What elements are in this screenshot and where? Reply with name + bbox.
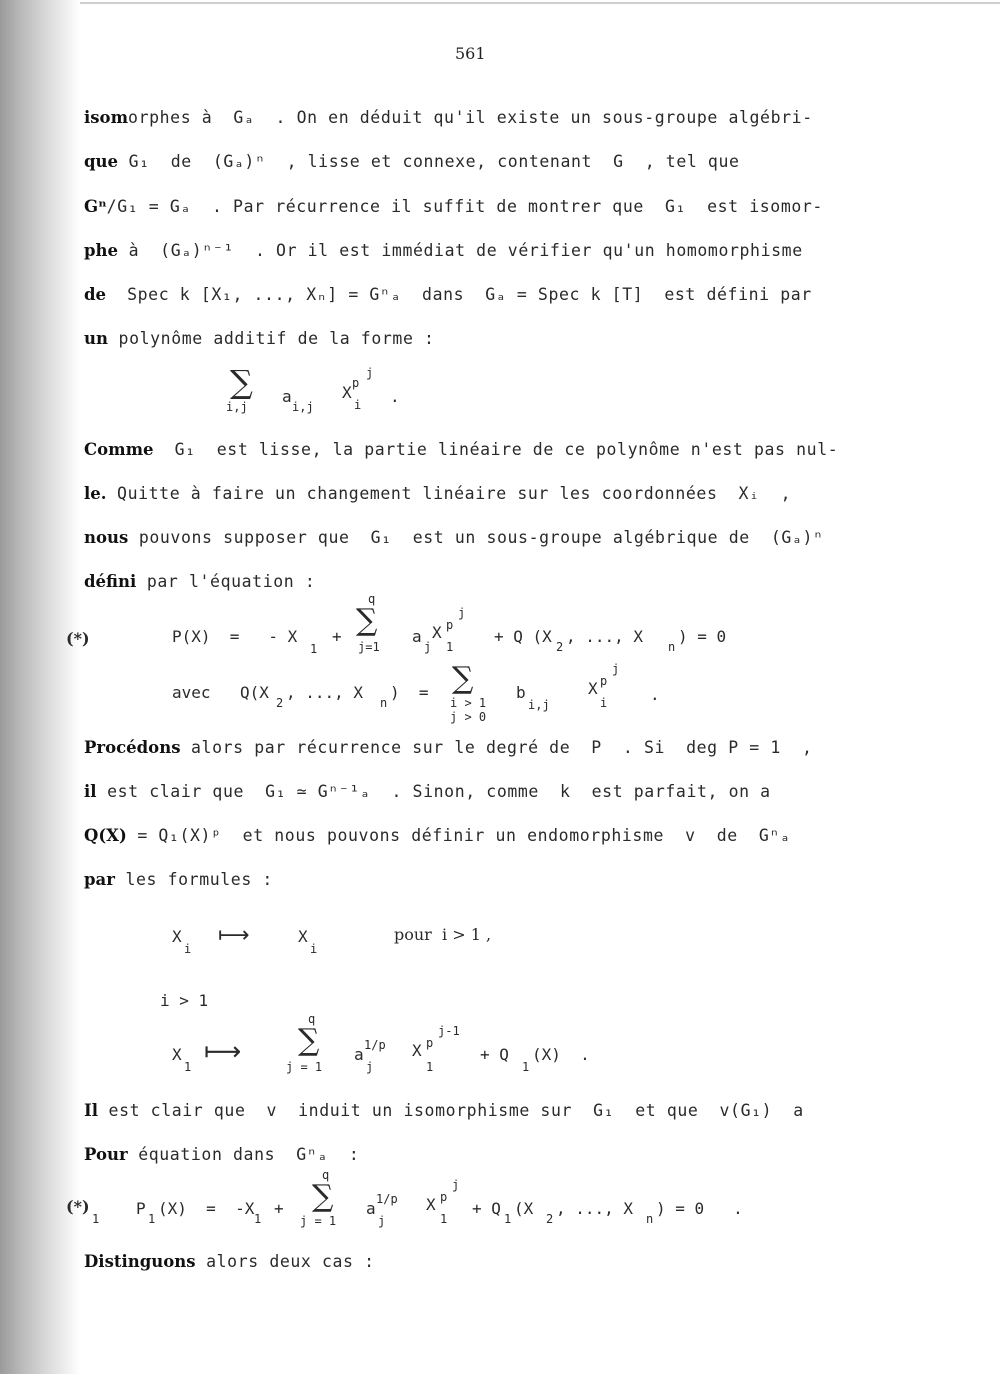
sum-top: q [368, 592, 376, 606]
equation-label: (*) [66, 1197, 90, 1216]
eq-lhs: P(X) = - X [172, 627, 298, 646]
text-line [84, 826, 790, 846]
sigma-symbol: ∑ [452, 661, 474, 696]
text-line [84, 152, 740, 172]
map-sub: 1 [184, 1060, 192, 1074]
text-line [84, 108, 813, 128]
map-sub: i [184, 942, 192, 956]
line-body: Quitte à faire un changement linéaire sur les coordonnées Xᵢ , [106, 484, 792, 503]
var-x: X [426, 1195, 436, 1214]
coef-sub: i,j [292, 400, 314, 414]
line-lead: nous [84, 528, 129, 547]
exp-j: j-1 [438, 1024, 460, 1038]
line-lead: phe [84, 241, 119, 260]
equation-label-sub: 1 [92, 1212, 100, 1226]
page-edge [80, 2, 1000, 4]
equation-label: (*) [66, 629, 90, 648]
sigma-symbol: ∑ [312, 1179, 334, 1214]
var-sub: 1 [426, 1060, 434, 1074]
binding-shadow [0, 0, 80, 1374]
line-body: les formules : [114, 870, 273, 889]
text-line [84, 572, 315, 592]
map-lhs: X [172, 927, 182, 946]
sum-bottom: j = 1 [286, 1060, 323, 1074]
coef-sub: j [378, 1214, 386, 1228]
exp-j: j [366, 366, 374, 380]
text-line [84, 241, 803, 261]
eq-rest: + Q (X [494, 627, 552, 646]
exp-j: j [452, 1178, 460, 1192]
text-line [84, 197, 823, 217]
var-x: X [342, 383, 352, 402]
page-number: 561 [455, 44, 486, 63]
eq-sub: 1 [310, 642, 318, 656]
line-lead: Q(X) [84, 826, 127, 845]
line-lead: Procédons [84, 738, 181, 757]
text-line [84, 1145, 359, 1165]
avec-lhs: , ..., X [286, 683, 364, 702]
sum-bottom: j = 1 [300, 1214, 337, 1228]
line-body: alors deux cas : [195, 1252, 375, 1271]
line-lead: isom [84, 108, 129, 127]
coef-b: b [516, 683, 526, 702]
var-sub: i [600, 696, 608, 710]
eq-sub: 2 [556, 640, 564, 654]
map-rest: (X) . [532, 1045, 590, 1064]
map-rest: + Q [480, 1045, 509, 1064]
text-line [84, 528, 824, 548]
line-body: G₁ est lisse, la partie linéaire de ce polynôme n'est pas nul- [153, 440, 839, 459]
line-lead: un [84, 329, 108, 348]
text-line [84, 1252, 375, 1272]
line-lead: Distinguons [84, 1252, 196, 1271]
eq-lhs: P [136, 1199, 146, 1218]
map-lhs: X [172, 1045, 182, 1064]
eq-plus: + [332, 627, 342, 646]
coef-sup: 1/p [376, 1192, 398, 1206]
eq-rest: + Q [472, 1199, 501, 1218]
eq-rest: (X [514, 1199, 534, 1218]
coef-sup: 1/p [364, 1038, 386, 1052]
eq-sub: n [668, 640, 676, 654]
sigma-symbol: ∑ [298, 1023, 320, 1058]
text-line [84, 440, 838, 460]
line-lead: par [84, 870, 115, 889]
eq-plus: + [274, 1199, 284, 1218]
coef-sub: j [366, 1060, 374, 1074]
text-line [84, 484, 791, 504]
var-x: X [588, 679, 598, 698]
line-body: par l'équation : [136, 572, 316, 591]
avec-sub: n [380, 696, 388, 710]
text-line [84, 285, 812, 305]
coef-a: a [282, 387, 292, 406]
line-lead: il [84, 782, 97, 801]
eq-rest: ) = 0 . [656, 1199, 743, 1218]
avec-sub: 2 [276, 696, 284, 710]
eq-sub: 1 [254, 1212, 262, 1226]
eq-lhs: (X) = -X [158, 1199, 255, 1218]
line-body: = Q₁(X)ᵖ et nous pouvons définir un endomorphisme v de Gⁿₐ [126, 826, 791, 845]
eq-sub: n [646, 1212, 654, 1226]
period: . [390, 387, 400, 406]
var-sub: i [354, 398, 362, 412]
eq-sub: 2 [546, 1212, 554, 1226]
line-lead: défini [84, 572, 137, 591]
text-line [84, 329, 435, 349]
line-body: polynôme additif de la forme : [108, 329, 435, 348]
sigma-symbol: ∑ [230, 363, 253, 401]
exp-p: p [352, 376, 360, 390]
sum-index: i,j [226, 400, 248, 414]
coef-a: a [366, 1199, 376, 1218]
text-line [84, 870, 273, 890]
text-line [84, 738, 813, 758]
sum-top: q [308, 1012, 316, 1026]
exp-p: p [600, 674, 608, 688]
sum-top: q [322, 1168, 330, 1182]
exp-j: j [458, 606, 466, 620]
var-sub: 1 [446, 640, 454, 654]
line-lead: de [84, 285, 107, 304]
period: . [650, 685, 660, 704]
exp-j: j [612, 662, 620, 676]
exp-p: p [426, 1036, 434, 1050]
map-rhs: X [298, 927, 308, 946]
var-x: X [412, 1041, 422, 1060]
eq-rest: , ..., X [556, 1199, 634, 1218]
line-body: est clair que v induit un isomorphisme sur G₁ et que v(G₁) a [98, 1101, 804, 1120]
eq-rest: ) = 0 [678, 627, 727, 646]
map-sub: 1 [522, 1060, 530, 1074]
line-body: orphes à Gₐ . On en déduit qu'il existe un sous-groupe algébri- [128, 108, 813, 127]
coef-a: a [412, 627, 422, 646]
line-body: est clair que G₁ ≃ Gⁿ⁻¹ₐ . Sinon, comme k est parfait, on a [96, 782, 771, 801]
coef-a: a [354, 1045, 364, 1064]
line-body: /G₁ = Gₐ . Par récurrence il suffit de montrer que G₁ est isomor- [106, 197, 823, 216]
eq-rest: , ..., X [566, 627, 644, 646]
avec-word: avec [172, 683, 211, 702]
line-lead: que [84, 152, 119, 171]
map-condition: pour i > 1 , [394, 925, 492, 944]
line-lead: Gⁿ [84, 197, 107, 216]
line-body: Spec k [X₁, ..., Xₙ] = Gⁿₐ dans Gₐ = Spec k [T] est défini par [106, 285, 812, 304]
eq-sub: 1 [148, 1212, 156, 1226]
line-lead: le. [84, 484, 107, 503]
sum-bottom: i > 1 [450, 696, 487, 710]
var-x: X [432, 623, 442, 642]
eq-sub: 1 [504, 1212, 512, 1226]
avec-lhs: ) = [390, 683, 429, 702]
line-lead: Comme [84, 440, 154, 459]
var-sub: 1 [440, 1212, 448, 1226]
exp-p: p [446, 618, 454, 632]
avec-lhs: Q(X [240, 683, 269, 702]
line-body: équation dans Gⁿₐ : [127, 1145, 360, 1164]
map-condition-label: i > 1 [160, 991, 209, 1010]
text-line [84, 782, 771, 802]
sigma-symbol: ∑ [356, 603, 378, 638]
line-body: pouvons supposer que G₁ est un sous-groupe algébrique de (Gₐ)ⁿ [128, 528, 824, 547]
line-body: alors par récurrence sur le degré de P . Si deg P = 1 , [180, 738, 813, 757]
coef-sub: i,j [528, 698, 550, 712]
line-body: G₁ de (Gₐ)ⁿ , lisse et connexe, contenant G , tel que [118, 152, 740, 171]
coef-sub: j [424, 640, 432, 654]
exp-p: p [440, 1190, 448, 1204]
line-lead: Il [84, 1101, 98, 1120]
sum-bottom: j=1 [358, 640, 380, 654]
mapsto-arrow: ⟼ [204, 1037, 242, 1067]
mapsto-arrow: ⟼ [218, 923, 250, 948]
text-line [84, 1101, 804, 1121]
line-lead: Pour [84, 1145, 128, 1164]
line-body: à (Gₐ)ⁿ⁻¹ . Or il est immédiat de vérifier qu'un homomorphisme [118, 241, 803, 260]
sum-bottom: j > 0 [450, 710, 487, 724]
map-sub: i [310, 942, 318, 956]
